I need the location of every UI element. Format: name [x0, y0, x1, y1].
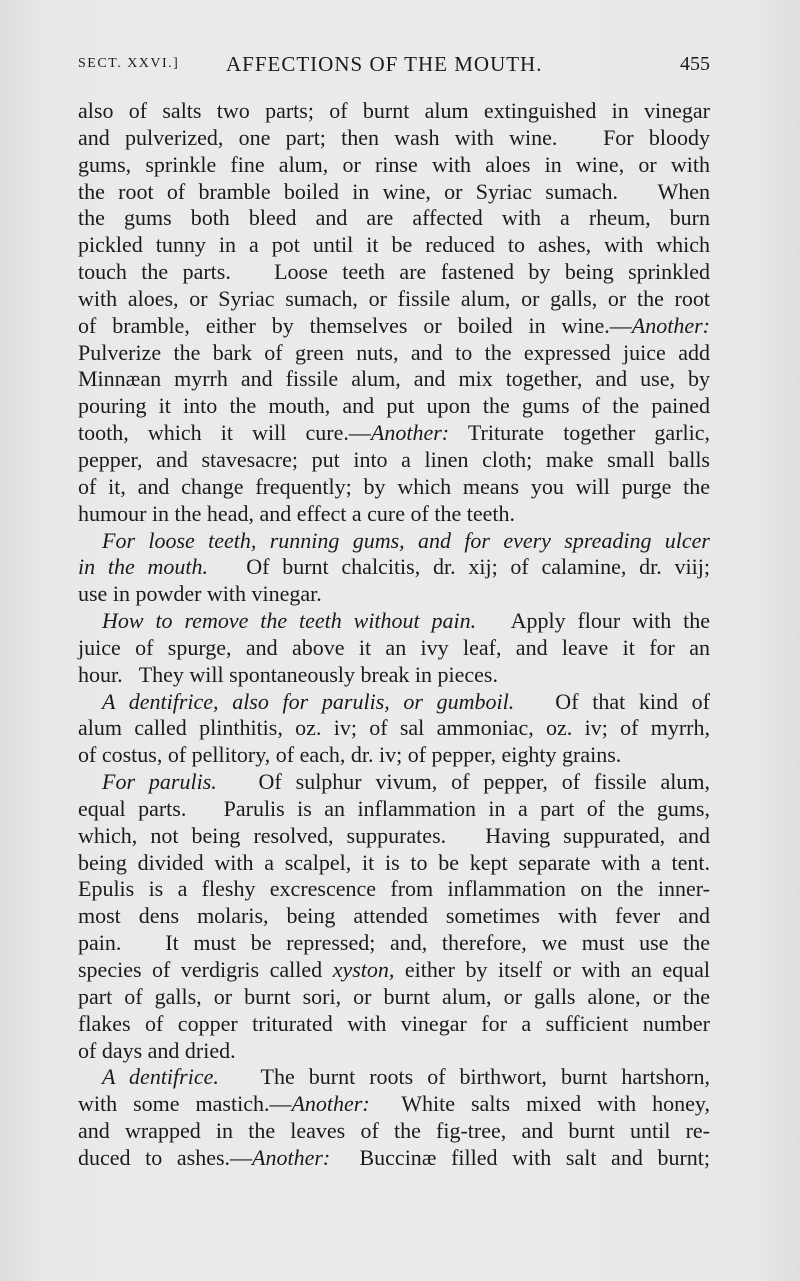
- text-segment: use in powder with vinegar.: [78, 581, 322, 607]
- text-line: [78, 286, 710, 313]
- text-segment: of it, and change frequently; by which means you will purge the: [78, 473, 710, 499]
- italic-text-segment: Another:: [252, 1144, 331, 1170]
- text-segment: Of that kind of: [514, 688, 710, 714]
- page-number: 455: [680, 53, 710, 75]
- text-segment: Minnæan myrrh and fissile alum, and mix together, and use, by: [78, 366, 710, 392]
- text-line: [78, 876, 710, 903]
- italic-text-segment: For loose teeth, running gums, and for every spreading ulcer: [102, 527, 710, 553]
- text-line: [78, 1091, 710, 1118]
- italic-text-segment: A dentifrice, also for parulis, or gumboil.: [102, 688, 515, 714]
- italic-text-segment: Another:: [291, 1091, 370, 1117]
- text-line: [78, 823, 710, 850]
- text-line: [78, 125, 710, 152]
- running-head: [78, 52, 710, 78]
- text-line: [78, 1011, 710, 1038]
- text-line: [78, 98, 710, 125]
- italic-text-segment: Another:: [370, 420, 450, 446]
- text-line: [78, 742, 710, 769]
- text-segment: most dens molaris, being attended sometimes with fever and: [78, 903, 710, 929]
- text-segment: The burnt roots of birthwort, burnt hartshorn,: [218, 1064, 710, 1090]
- text-segment: and pulverized, one part; then wash with wine. For bloody: [78, 124, 710, 150]
- text-line: [78, 957, 710, 984]
- italic-text-segment: Another:: [631, 312, 710, 338]
- text-segment: of costus, of pellitory, of each, dr. iv; of pepper, eighty grains.: [78, 742, 622, 768]
- text-segment: Triturate together garlic,: [449, 420, 711, 446]
- text-line: [78, 152, 710, 179]
- text-line: [78, 1145, 710, 1172]
- text-segment: the root of bramble boiled in wine, or Syriac sumach. When: [78, 178, 710, 204]
- text-segment: pepper, and stavesacre; put into a linen cloth; make small balls: [78, 446, 710, 472]
- text-segment: pain. It must be repressed; and, therefore, we must use the: [78, 930, 710, 956]
- text-line: [78, 501, 710, 528]
- text-segment: with aloes, or Syriac sumach, or fissile alum, or galls, or the root: [78, 285, 710, 311]
- text-line: [78, 715, 710, 742]
- text-segment: hour. They will spontaneously break in pieces.: [78, 661, 498, 687]
- text-segment: species of verdigris called: [78, 957, 333, 982]
- text-segment: equal parts. Parulis is an inflammation in a part of the gums,: [78, 795, 710, 821]
- text-segment: pouring it into the mouth, and put upon the gums of the pained: [78, 393, 710, 419]
- text-segment: also of salts two parts; of burnt alum extinguished in vinegar: [78, 98, 710, 123]
- text-segment: which, not being resolved, suppurates. Having suppurated, and: [78, 822, 710, 848]
- text-segment: White salts mixed with honey,: [369, 1091, 711, 1117]
- text-line: [78, 232, 710, 259]
- text-segment: with some mastich.—: [78, 1091, 292, 1117]
- text-line: [78, 903, 710, 930]
- text-line: [78, 984, 710, 1011]
- text-segment: pickled tunny in a pot until it be reduced to ashes, with which: [78, 232, 710, 258]
- text-segment: alum called plinthitis, oz. iv; of sal ammoniac, oz. iv; of myrrh,: [78, 715, 710, 741]
- text-segment: Buccinæ filled with salt and burnt;: [330, 1144, 710, 1170]
- text-segment: and wrapped in the leaves of the fig-tree, and burnt until re-: [78, 1118, 710, 1144]
- text-line: [78, 769, 710, 796]
- text-segment: juice of spurge, and above it an ivy leaf, and leave it for an: [78, 634, 710, 660]
- section-label: SECT. XXVI.]: [78, 56, 180, 71]
- text-line: [78, 393, 710, 420]
- text-line: [78, 474, 710, 501]
- italic-text-segment: xyston,: [332, 957, 395, 982]
- text-line: [78, 689, 710, 716]
- text-segment: being divided with a scalpel, it is to be kept separate with a tent.: [78, 849, 710, 875]
- text-line: [78, 205, 710, 232]
- text-segment: Of sulphur vivum, of pepper, of fissile alum,: [216, 769, 710, 795]
- text-segment: of bramble, either by themselves or boiled in wine.—: [78, 312, 632, 338]
- text-line: [78, 1064, 710, 1091]
- text-line: [78, 1118, 710, 1145]
- text-segment: Epulis is a fleshy excrescence from inflammation on the inner-: [78, 876, 710, 902]
- text-line: [78, 528, 710, 555]
- italic-text-segment: For parulis.: [102, 769, 217, 795]
- text-segment: Of burnt chalcitis, dr. xij; of calamine, dr. viij;: [208, 554, 710, 580]
- text-segment: flakes of copper triturated with vinegar for a sufficient number: [78, 1010, 710, 1036]
- text-line: [78, 608, 710, 635]
- text-segment: humour in the head, and effect a cure of the teeth.: [78, 500, 515, 526]
- text-line: [78, 1038, 710, 1065]
- text-segment: of days and dried.: [78, 1037, 236, 1063]
- text-line: [78, 662, 710, 689]
- text-segment: Apply flour with the: [476, 608, 710, 634]
- text-line: [78, 259, 710, 286]
- text-line: [78, 554, 710, 581]
- text-line: [78, 635, 710, 662]
- italic-text-segment: How to remove the teeth without pain.: [102, 608, 477, 634]
- text-line: [78, 340, 710, 367]
- italic-text-segment: A dentifrice.: [102, 1064, 219, 1090]
- text-line: [78, 796, 710, 823]
- text-segment: touch the parts. Loose teeth are fastened by being sprinkled: [78, 259, 710, 285]
- text-line: [78, 179, 710, 206]
- text-segment: duced to ashes.—: [78, 1144, 253, 1170]
- text-line: [78, 581, 710, 608]
- text-segment: tooth, which it will cure.—: [78, 420, 371, 446]
- body-text: [78, 98, 710, 1172]
- text-line: [78, 850, 710, 877]
- text-line: [78, 930, 710, 957]
- italic-text-segment: in the mouth.: [78, 554, 208, 580]
- text-segment: part of galls, or burnt sori, or burnt alum, or galls alone, or the: [78, 983, 710, 1009]
- text-segment: the gums both bleed and are affected with a rheum, burn: [78, 205, 710, 231]
- text-line: [78, 313, 710, 340]
- text-segment: either by itself or with an equal: [394, 957, 710, 982]
- text-segment: gums, sprinkle fine alum, or rinse with aloes in wine, or with: [78, 151, 710, 177]
- chapter-title: AFFECTIONS OF THE MOUTH.: [226, 52, 543, 76]
- text-line: [78, 366, 710, 393]
- text-segment: Pulverize the bark of green nuts, and to the expressed juice add: [78, 339, 710, 365]
- text-line: [78, 447, 710, 474]
- text-line: [78, 420, 710, 447]
